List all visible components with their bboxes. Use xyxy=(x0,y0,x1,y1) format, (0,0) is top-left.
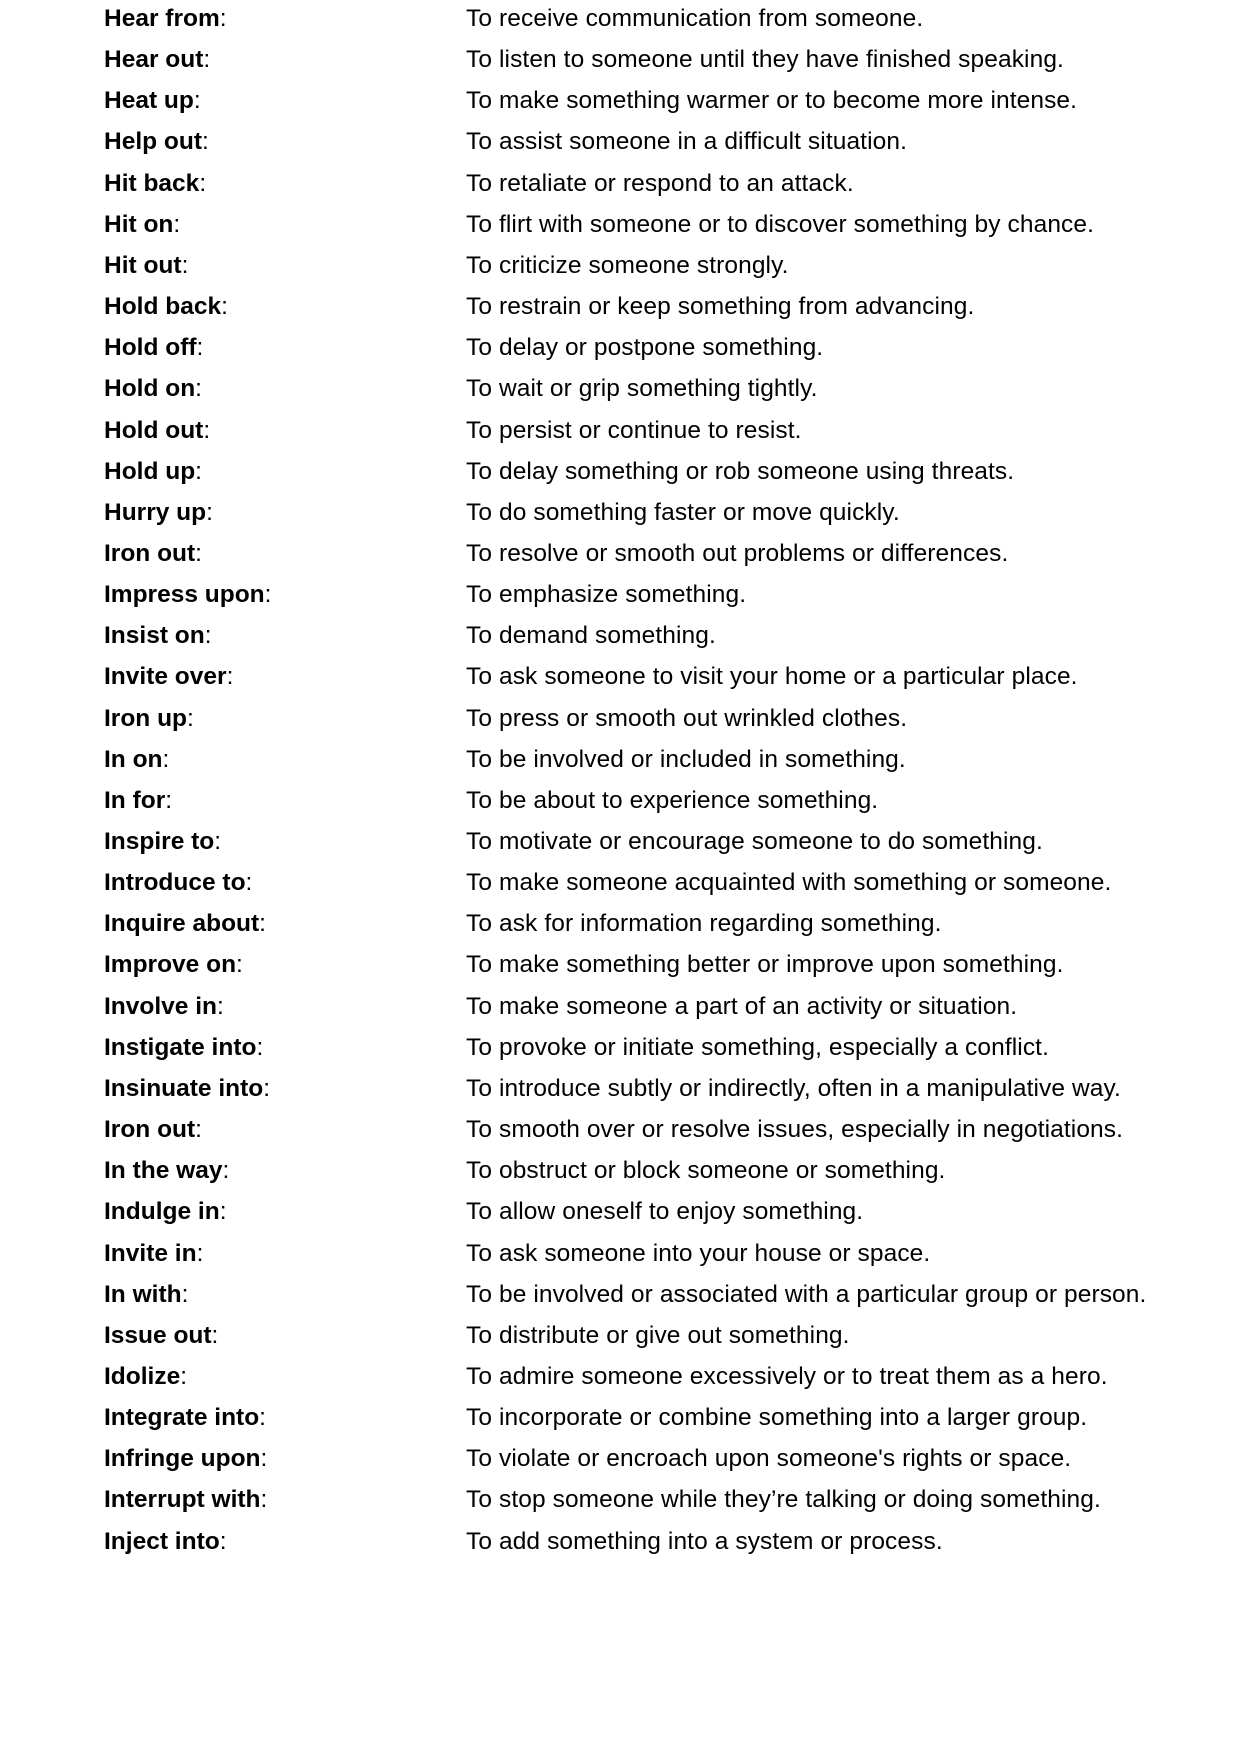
definition: To ask someone to visit your home or a particular place. xyxy=(466,663,1078,691)
term-word: Heat up xyxy=(104,87,194,115)
term xyxy=(104,127,464,157)
term xyxy=(104,662,464,692)
term-colon: : xyxy=(203,416,211,444)
list-item xyxy=(104,124,1234,164)
term xyxy=(104,1115,464,1145)
list-item xyxy=(104,1482,1234,1522)
definition: To delay or postpone something. xyxy=(466,334,824,362)
list-item xyxy=(104,947,1234,987)
list-item xyxy=(104,371,1234,411)
term-colon: : xyxy=(245,869,253,897)
term-word: Hear out xyxy=(104,46,204,74)
term xyxy=(104,745,464,775)
list-item xyxy=(104,1030,1234,1070)
list-item xyxy=(104,1359,1234,1399)
term xyxy=(104,909,464,939)
list-item xyxy=(104,824,1234,864)
term xyxy=(104,1156,464,1186)
term-word: In for xyxy=(104,786,166,814)
term-word: Instigate into xyxy=(104,1033,257,1061)
list-item xyxy=(104,83,1234,123)
term-colon: : xyxy=(193,87,201,115)
term-word: Iron out xyxy=(104,1116,196,1144)
term-word: Hold off xyxy=(104,334,197,362)
definition: To introduce subtly or indirectly, often in a manipulative way. xyxy=(466,1074,1121,1102)
term-colon: : xyxy=(199,169,207,197)
term-colon: : xyxy=(214,828,222,855)
list-item xyxy=(104,618,1234,658)
term-word: Indulge in xyxy=(104,1198,220,1226)
term-colon: : xyxy=(181,1280,189,1308)
term-colon: : xyxy=(219,1198,227,1226)
term-word: Issue out xyxy=(104,1321,212,1349)
list-item xyxy=(104,659,1234,699)
term-word: Hold on xyxy=(104,375,196,403)
term xyxy=(104,1074,464,1104)
term-colon: : xyxy=(263,1074,271,1102)
term-colon: : xyxy=(195,539,202,567)
term xyxy=(104,86,464,116)
term xyxy=(104,169,464,199)
term-colon: : xyxy=(180,1362,188,1390)
term xyxy=(104,210,464,240)
term-colon: : xyxy=(222,1157,230,1185)
list-item xyxy=(104,1071,1234,1111)
term-word: Inquire about xyxy=(104,910,260,938)
term-colon: : xyxy=(203,46,211,74)
term xyxy=(104,1403,464,1433)
term xyxy=(104,1197,464,1227)
definition: To be involved or included in something. xyxy=(466,745,906,773)
term-word: Inject into xyxy=(104,1527,220,1555)
term-word: Invite over xyxy=(104,663,227,691)
list-item xyxy=(104,1277,1234,1317)
definition: To ask for information regarding something. xyxy=(466,910,942,938)
list-item xyxy=(104,989,1234,1029)
term-word: Integrate into xyxy=(104,1404,260,1432)
list-item xyxy=(104,701,1234,741)
definition: To stop someone while they’re talking or doing something. xyxy=(466,1486,1101,1514)
term-word: Hear from xyxy=(104,5,220,32)
term-colon: : xyxy=(196,334,204,362)
definition: To criticize someone strongly. xyxy=(466,251,789,279)
definition: To flirt with someone or to discover something by chance. xyxy=(466,210,1095,238)
term xyxy=(104,374,464,404)
list-item xyxy=(104,783,1234,823)
definition: To obstruct or block someone or something. xyxy=(466,1157,946,1185)
term-word: In on xyxy=(104,745,163,773)
definition: To be about to experience something. xyxy=(466,786,879,814)
term xyxy=(104,1444,464,1474)
term-colon: : xyxy=(162,745,170,773)
term-colon: : xyxy=(259,1404,266,1432)
list-item xyxy=(104,536,1234,576)
term xyxy=(104,333,464,363)
term xyxy=(104,1485,464,1515)
term-word: Insinuate into xyxy=(104,1074,264,1102)
term-word: Hurry up xyxy=(104,498,207,526)
definition: To wait or grip something tightly. xyxy=(466,375,818,403)
term-word: In with xyxy=(104,1280,182,1308)
term-word: In the way xyxy=(104,1157,223,1185)
definition: To listen to someone until they have finished speaking. xyxy=(466,46,1064,74)
definition: To make someone acquainted with something or someone. xyxy=(466,869,1112,897)
term-colon: : xyxy=(195,375,202,403)
term-colon: : xyxy=(211,1321,219,1349)
definition: To smooth over or resolve issues, especially in negotiations. xyxy=(466,1116,1124,1144)
term-colon: : xyxy=(187,704,194,732)
term-word: Iron out xyxy=(104,539,196,567)
term xyxy=(104,1033,464,1063)
term-word: Hold back xyxy=(104,293,222,321)
term-word: Hit out xyxy=(104,251,182,279)
definition: To do something faster or move quickly. xyxy=(466,498,900,526)
term xyxy=(104,1280,464,1310)
definition: To retaliate or respond to an attack. xyxy=(466,169,854,197)
term-colon: : xyxy=(259,910,266,938)
list-item xyxy=(104,577,1234,617)
list-item xyxy=(104,495,1234,535)
term-colon: : xyxy=(219,5,227,32)
term xyxy=(104,251,464,281)
definition: To provoke or initiate something, especially a conflict. xyxy=(466,1033,1050,1061)
list-item xyxy=(104,1400,1234,1440)
term-colon: : xyxy=(264,581,272,609)
definition: To emphasize something. xyxy=(466,581,747,609)
definition: To admire someone excessively or to treat them as a hero. xyxy=(466,1362,1108,1390)
definition: To motivate or encourage someone to do something. xyxy=(466,828,1043,855)
term xyxy=(104,580,464,610)
term xyxy=(104,1527,464,1557)
term-colon: : xyxy=(165,786,173,814)
term xyxy=(104,786,464,816)
term-colon: : xyxy=(219,1527,227,1555)
term-colon: : xyxy=(195,1116,202,1144)
term-colon: : xyxy=(217,992,224,1020)
list-item xyxy=(104,1236,1234,1276)
list-item xyxy=(104,289,1234,329)
term-word: Introduce to xyxy=(104,869,246,897)
definition: To persist or continue to resist. xyxy=(466,416,802,444)
list-item xyxy=(104,207,1234,247)
definition: To assist someone in a difficult situation. xyxy=(466,128,907,156)
definition: To press or smooth out wrinkled clothes. xyxy=(466,704,908,732)
list-item xyxy=(104,906,1234,946)
term-colon: : xyxy=(181,251,189,279)
definition: To ask someone into your house or space. xyxy=(466,1239,931,1267)
definition: To add something into a system or process. xyxy=(466,1527,943,1555)
definition: To make someone a part of an activity or situation. xyxy=(466,992,1018,1020)
definition: To violate or encroach upon someone's rights or space. xyxy=(466,1445,1072,1473)
list-item xyxy=(104,1318,1234,1358)
term-word: Infringe upon xyxy=(104,1445,261,1473)
term-colon: : xyxy=(206,498,213,526)
term-word: Invite in xyxy=(104,1239,197,1267)
term-colon: : xyxy=(260,1486,268,1514)
definition: To make something warmer or to become more intense. xyxy=(466,87,1078,115)
definition: To demand something. xyxy=(466,622,716,650)
term-colon: : xyxy=(204,622,212,650)
term-colon: : xyxy=(221,293,228,321)
term-word: Hold up xyxy=(104,457,196,485)
term xyxy=(104,498,464,528)
term xyxy=(104,4,464,34)
definition: To resolve or smooth out problems or differences. xyxy=(466,539,1009,567)
definition: To restrain or keep something from advancing. xyxy=(466,293,975,321)
definition: To distribute or give out something. xyxy=(466,1321,850,1349)
list-item xyxy=(104,330,1234,370)
term xyxy=(104,416,464,446)
definition: To allow oneself to enjoy something. xyxy=(466,1198,864,1226)
term-colon: : xyxy=(260,1445,268,1473)
term xyxy=(104,992,464,1022)
definition: To be involved or associated with a particular group or person. xyxy=(466,1280,1147,1308)
term xyxy=(104,45,464,75)
term xyxy=(104,1239,464,1269)
term-word: Help out xyxy=(104,128,202,156)
term-colon: : xyxy=(202,128,209,156)
term xyxy=(104,539,464,569)
list-item xyxy=(104,865,1234,905)
definition: To incorporate or combine something into a larger group. xyxy=(466,1404,1088,1432)
term-word: Involve in xyxy=(104,992,218,1020)
term xyxy=(104,1321,464,1351)
term xyxy=(104,621,464,651)
term xyxy=(104,868,464,898)
list-item xyxy=(104,1441,1234,1481)
definition: To receive communication from someone. xyxy=(466,5,924,32)
list-item xyxy=(104,742,1234,782)
definition: To make something better or improve upon something. xyxy=(466,951,1064,979)
list-item xyxy=(104,454,1234,494)
list-item xyxy=(104,413,1234,453)
term xyxy=(104,827,464,857)
list-item xyxy=(104,1194,1234,1234)
list-item xyxy=(104,248,1234,288)
list-item xyxy=(104,1153,1234,1193)
term-word: Hold out xyxy=(104,416,204,444)
term-word: Iron up xyxy=(104,704,188,732)
term-word: Hit on xyxy=(104,210,174,238)
term xyxy=(104,292,464,322)
list-item xyxy=(104,1524,1234,1564)
term-word: Impress upon xyxy=(104,581,265,609)
term-colon: : xyxy=(226,663,234,691)
term-colon: : xyxy=(196,1239,204,1267)
term-word: Improve on xyxy=(104,951,237,979)
term-colon: : xyxy=(195,457,202,485)
list-item xyxy=(104,1,1234,41)
term-word: Idolize xyxy=(104,1362,181,1390)
term-colon: : xyxy=(236,951,243,979)
term-colon: : xyxy=(173,210,181,238)
term-word: Insist on xyxy=(104,622,205,650)
term-word: Inspire to xyxy=(104,828,215,855)
term xyxy=(104,1362,464,1392)
term xyxy=(104,950,464,980)
definition: To delay something or rob someone using threats. xyxy=(466,457,1015,485)
list-item xyxy=(104,42,1234,82)
term-word: Hit back xyxy=(104,169,200,197)
list-item xyxy=(104,166,1234,206)
list-item xyxy=(104,1112,1234,1152)
term-word: Interrupt with xyxy=(104,1486,261,1514)
term xyxy=(104,704,464,734)
term xyxy=(104,457,464,487)
term-colon: : xyxy=(256,1033,264,1061)
